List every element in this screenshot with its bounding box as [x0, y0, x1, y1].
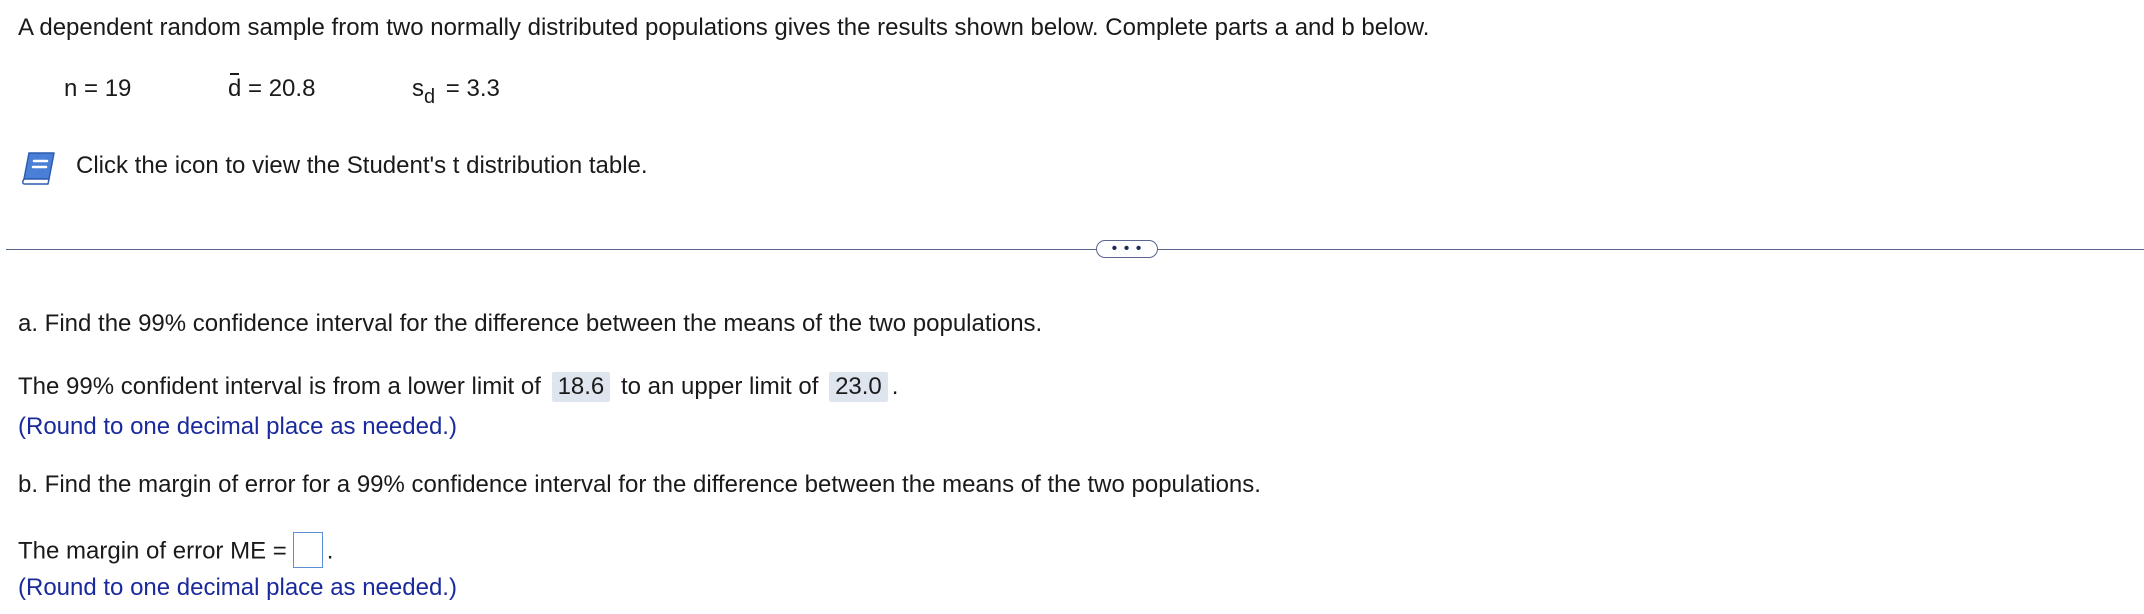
- part-b-question: b. Find the margin of error for a 99% confidence interval for the difference between the means of the two populations.: [18, 471, 1261, 498]
- part-a-prefix: The 99% confident interval is from a lower limit of: [18, 373, 541, 400]
- dbar-symbol: d: [228, 75, 242, 102]
- dbar-value: = 20.8: [241, 75, 316, 102]
- stat-n: n = 19: [64, 75, 132, 102]
- part-a-answer-line: [18, 372, 898, 402]
- stat-sd: [412, 74, 500, 108]
- part-a-suffix: .: [891, 373, 899, 400]
- part-b-suffix: .: [326, 537, 334, 565]
- sd-value: = 3.3: [439, 75, 500, 102]
- more-options-button[interactable]: • • •: [1096, 240, 1158, 258]
- t-table-link-text[interactable]: Click the icon to view the Student's t distribution table.: [76, 152, 648, 179]
- part-b-round-hint: (Round to one decimal place as needed.): [18, 574, 457, 601]
- sd-symbol: s: [412, 75, 424, 102]
- section-divider: [6, 249, 2144, 250]
- sd-subscript: d: [424, 86, 436, 108]
- problem-intro: A dependent random sample from two normally distributed populations gives the results shown below. Complete parts a and b below.: [18, 14, 1430, 41]
- book-icon[interactable]: [20, 148, 60, 188]
- part-b-answer-line: [18, 534, 333, 570]
- part-a-middle: to an upper limit of: [620, 373, 819, 400]
- part-b-prefix: The margin of error ME =: [18, 537, 287, 565]
- part-a-round-hint: (Round to one decimal place as needed.): [18, 413, 457, 440]
- upper-limit-answer[interactable]: 23.0: [829, 372, 888, 402]
- margin-of-error-input[interactable]: [293, 532, 323, 568]
- stat-dbar: [228, 74, 315, 104]
- part-a-question: a. Find the 99% confidence interval for the difference between the means of the two populations.: [18, 310, 1043, 337]
- lower-limit-answer[interactable]: 18.6: [552, 372, 611, 402]
